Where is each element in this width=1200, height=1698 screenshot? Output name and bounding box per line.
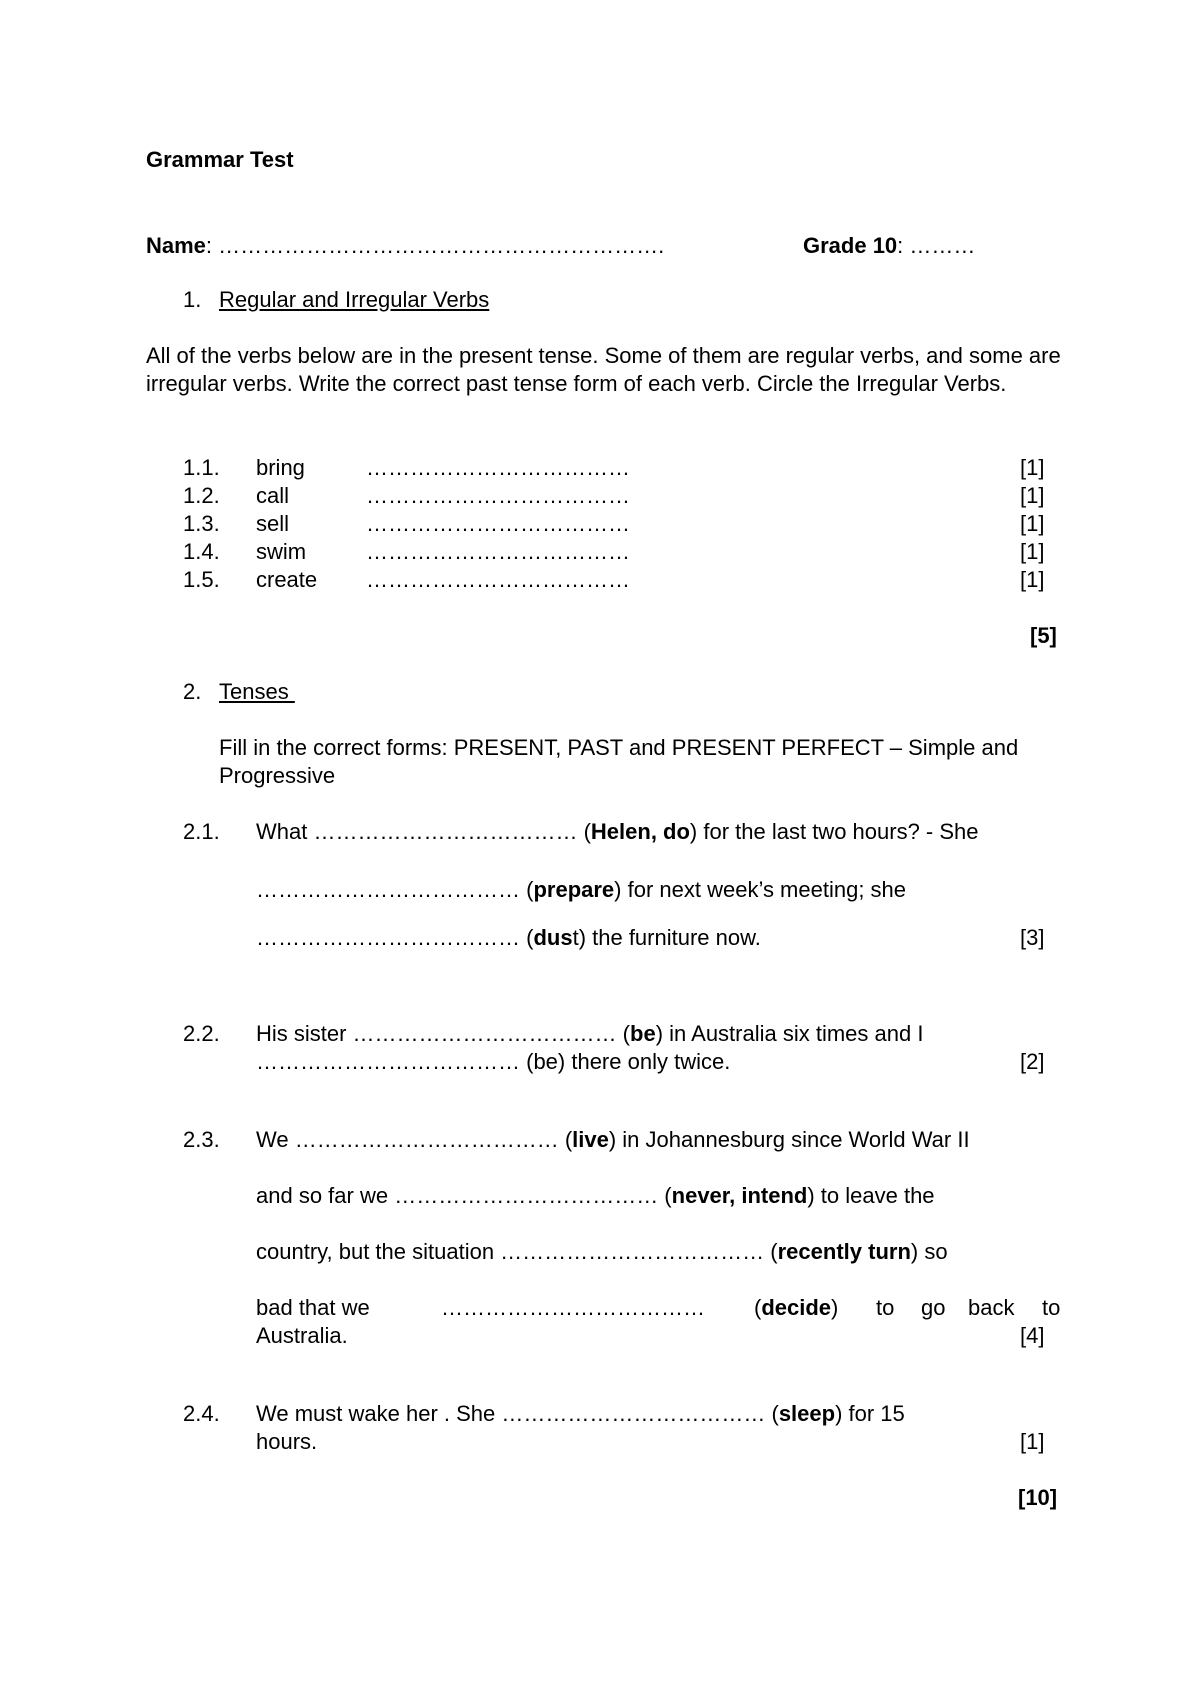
item-mark: [1] (1020, 483, 1045, 508)
line-text: bad that we (256, 1295, 370, 1320)
question-number: 2.3. (183, 1127, 220, 1152)
item-verb: sell (256, 511, 290, 536)
answer-blank: ……………………………… (366, 539, 630, 564)
question-number: 2.2. (183, 1021, 220, 1046)
item-number: 1.2. (183, 483, 220, 508)
question-line (256, 876, 906, 904)
answer-blank: ……………………………… (366, 511, 630, 536)
verb-prompt: sleep (778, 1401, 836, 1426)
question-line (256, 1238, 948, 1266)
question-mark: [2] (1020, 1049, 1045, 1074)
line-text: ) for the last two hours? - She (689, 819, 979, 844)
verb-prompt: Helen, do (590, 819, 690, 844)
line-word: to (876, 1295, 895, 1320)
question-line: ……………………………… (be) there only twice. (256, 1049, 731, 1074)
line-text: ) for next week’s meeting; she (614, 877, 907, 902)
item-mark: [1] (1020, 511, 1045, 536)
line-text: and so far we ……………………………… ( (256, 1183, 672, 1208)
item-mark: [1] (1020, 539, 1045, 564)
line-text: ) in Australia six times and I (655, 1021, 924, 1046)
item-number: 1.5. (183, 567, 220, 592)
line-text: ) (831, 1295, 839, 1320)
question-line (256, 924, 761, 952)
section2-total: [10] (1018, 1485, 1058, 1510)
line-text: We must wake her . She ……………………………… ( (256, 1401, 779, 1426)
section2-instructions: Fill in the correct forms: PRESENT, PAST and PRESENT PERFECT – Simple and Progressive (219, 735, 1019, 788)
item-verb: bring (256, 455, 305, 480)
item-verb: swim (256, 539, 307, 564)
answer-blank: ……………………………… (441, 1295, 705, 1320)
verb-prompt: never, intend (671, 1183, 808, 1208)
grade-line (803, 232, 975, 260)
question-mark: [3] (1020, 925, 1045, 950)
verb-prompt: recently turn (777, 1239, 911, 1264)
page-title: Grammar Test (146, 147, 294, 172)
line-text: ) to leave the (807, 1183, 935, 1208)
line-word: go (921, 1295, 946, 1320)
verb-prompt: dus (533, 925, 573, 950)
name-colon: : (205, 233, 213, 258)
name-dots: ……………………………………………………. (218, 233, 665, 258)
section1-number: 1. (183, 287, 202, 312)
question-line (256, 1182, 935, 1210)
section1-instructions: All of the verbs below are in the present tense. Some of them are regular verbs, and some are irregular verbs. Write the correct past tense form of each verb. Circle the Irregular Verbs. (146, 343, 1061, 396)
line-text: ) for 15 (835, 1401, 905, 1426)
section2-heading: Tenses (219, 679, 295, 704)
verb-prompt: prepare (533, 877, 615, 902)
grade-label: Grade 10 (803, 233, 898, 258)
name-label: Name (146, 233, 206, 258)
question-number: 2.1. (183, 819, 220, 844)
item-mark: [1] (1020, 455, 1045, 480)
verb-prompt: decide (761, 1295, 832, 1320)
line-text: ( (754, 1295, 762, 1320)
item-verb: call (256, 483, 290, 508)
section2-number: 2. (183, 679, 202, 704)
question-mark: [4] (1020, 1323, 1045, 1348)
item-number: 1.1. (183, 455, 220, 480)
verb-paren (754, 1294, 838, 1322)
answer-blank: ……………………………… (366, 483, 630, 508)
item-verb: create (256, 567, 318, 592)
line-word: back (968, 1295, 1015, 1320)
line-text: ) so (910, 1239, 948, 1264)
question-line (256, 1126, 970, 1154)
line-text: ……………………………… ( (256, 925, 534, 950)
verb-prompt: live (572, 1127, 609, 1152)
question-line (256, 1400, 905, 1428)
question-line (256, 818, 979, 846)
line-word: to (1042, 1295, 1061, 1320)
question-number: 2.4. (183, 1401, 220, 1426)
answer-blank: ……………………………… (366, 455, 630, 480)
line-text: ) in Johannesburg since World War II (608, 1127, 970, 1152)
section1-heading: Regular and Irregular Verbs (219, 287, 490, 312)
name-line (146, 232, 664, 260)
item-mark: [1] (1020, 567, 1045, 592)
verb-prompt: be (630, 1021, 656, 1046)
question-mark: [1] (1020, 1429, 1045, 1454)
grade-dots: : ……… (897, 233, 976, 258)
item-number: 1.4. (183, 539, 220, 564)
answer-blank: ……………………………… (366, 567, 630, 592)
item-number: 1.3. (183, 511, 220, 536)
line-text: What ……………………………… ( (256, 819, 591, 844)
line-text: t) the furniture now. (572, 925, 761, 950)
line-text: country, but the situation ……………………………… ( (256, 1239, 778, 1264)
question-line (256, 1020, 923, 1048)
section1-total: [5] (1030, 623, 1057, 648)
question-line: Australia. (256, 1323, 348, 1348)
line-text: We ……………………………… ( (256, 1127, 573, 1152)
line-text: ……………………………… ( (256, 877, 534, 902)
question-line: hours. (256, 1429, 318, 1454)
line-text: His sister ……………………………… ( (256, 1021, 630, 1046)
